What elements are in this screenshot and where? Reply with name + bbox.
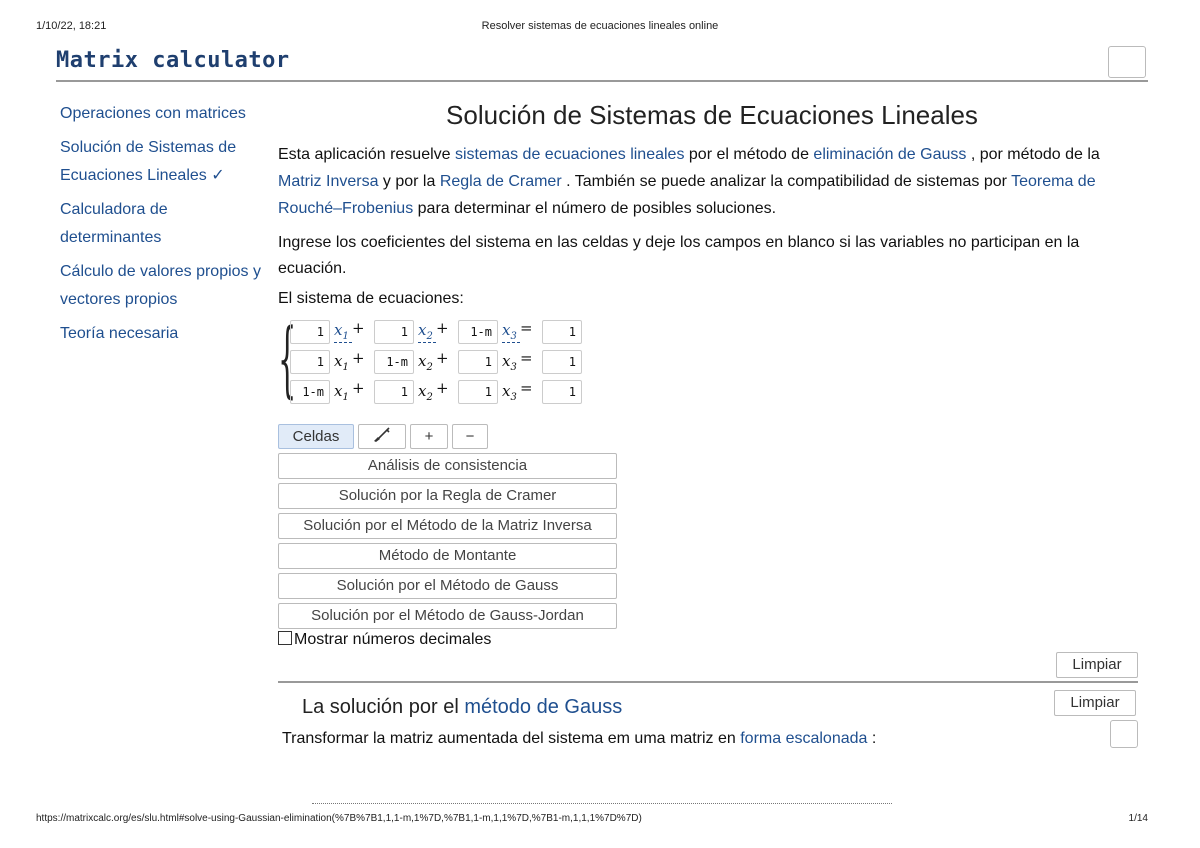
intro-text: y por la xyxy=(378,173,440,190)
var-letter: x xyxy=(334,321,343,339)
inverse-matrix-button[interactable]: Solución por el Método de la Matriz Inversa xyxy=(278,513,617,539)
var-x1 xyxy=(334,352,352,373)
sidebar-item-matrix-operations[interactable]: Operaciones con matrices xyxy=(60,105,246,122)
solution-title xyxy=(302,696,622,719)
add-size-button[interactable]: + xyxy=(410,424,448,449)
cramer-button[interactable]: Solución por la Regla de Cramer xyxy=(278,483,617,509)
left-brace: { xyxy=(278,312,297,407)
var-sub: 3 xyxy=(510,361,517,373)
var-letter: x xyxy=(502,321,511,339)
coef-cell[interactable]: 1-m xyxy=(458,320,498,344)
decimals-label[interactable]: Mostrar números decimales xyxy=(294,631,492,648)
header-divider xyxy=(56,80,1148,82)
var-x3 xyxy=(502,352,520,373)
intro-text: , por método de la xyxy=(966,146,1100,163)
var-letter: x xyxy=(502,381,511,400)
equation-row-3 xyxy=(290,378,582,406)
intro-text: . También se puede analizar la compatibilidad de sistemas por xyxy=(561,173,1012,190)
brush-icon xyxy=(371,426,393,448)
link-rouche-frobenius[interactable]: Teorema de Rouché–Frobenius xyxy=(278,173,1096,217)
coef-cell[interactable]: 1 xyxy=(374,320,414,344)
coef-cell[interactable]: 1 xyxy=(458,380,498,404)
equals-sign: = xyxy=(520,349,533,367)
var-x2 xyxy=(418,352,436,373)
clear-button[interactable]: Limpiar xyxy=(1056,652,1138,678)
coef-cell[interactable]: 1 xyxy=(290,320,330,344)
consistency-analysis-button[interactable]: Análisis de consistencia xyxy=(278,453,617,479)
equation-system xyxy=(278,312,1138,412)
decimals-checkbox[interactable] xyxy=(278,631,292,645)
var-sub: 1 xyxy=(342,361,349,373)
var-x1-link[interactable] xyxy=(334,321,352,343)
var-x2 xyxy=(418,382,436,403)
equals-sign: = xyxy=(520,379,533,397)
var-letter: x xyxy=(334,381,343,400)
instructions-paragraph: Ingrese los coeficientes del sistema en las celdas y deje los campos en blanco si las variables no participan en la ecuación. xyxy=(278,234,1080,277)
link-cramer-rule[interactable]: Regla de Cramer xyxy=(439,173,562,190)
main-content xyxy=(278,100,1138,657)
intro-paragraph xyxy=(278,141,1138,222)
rhs-cell[interactable]: 1 xyxy=(542,380,582,404)
cells-button[interactable]: Celdas xyxy=(278,424,354,449)
plus-sign: + xyxy=(436,349,449,367)
coef-cell[interactable]: 1-m xyxy=(290,380,330,404)
decimals-row xyxy=(278,631,1138,657)
montante-button[interactable]: Método de Montante xyxy=(278,543,617,569)
site-logo[interactable]: Matrix calculator xyxy=(56,48,290,73)
sidebar-item-linear-systems[interactable]: Solución de Sistemas de Ecuaciones Lineales ✓ xyxy=(60,139,237,184)
link-linear-systems[interactable]: sistemas de ecuaciones lineales xyxy=(454,146,685,163)
solution-divider xyxy=(278,681,1138,683)
rhs-cell[interactable]: 1 xyxy=(542,320,582,344)
var-sub: 1 xyxy=(342,391,349,403)
print-date: 1/10/22, 18:21 xyxy=(36,20,107,32)
plus-sign: + xyxy=(436,319,449,337)
page-cut-edge xyxy=(312,803,892,807)
coef-cell[interactable]: 1-m xyxy=(374,350,414,374)
solution-text-part: Transformar la matriz aumentada del sistema em uma matriz en xyxy=(282,730,741,747)
var-sub: 2 xyxy=(426,391,433,403)
intro-text: por el método de xyxy=(684,146,814,163)
var-x2-link[interactable] xyxy=(418,321,436,343)
plus-sign: + xyxy=(352,379,365,397)
var-x3-link[interactable] xyxy=(502,321,520,343)
var-letter: x xyxy=(502,351,511,370)
print-title: Resolver sistemas de ecuaciones lineales online xyxy=(481,20,719,32)
var-x1 xyxy=(334,382,352,403)
solution-options-box[interactable] xyxy=(1110,720,1138,748)
var-sub: 2 xyxy=(426,331,433,342)
var-letter: x xyxy=(418,321,427,339)
solution-title-text: La solución por el xyxy=(302,696,465,718)
var-sub: 3 xyxy=(510,391,517,403)
system-label: El sistema de ecuaciones: xyxy=(278,290,464,307)
plus-sign: + xyxy=(436,379,449,397)
cell-toolbar xyxy=(278,424,1138,449)
var-letter: x xyxy=(334,351,343,370)
sidebar-nav xyxy=(60,100,270,354)
var-sub: 2 xyxy=(426,361,433,373)
coef-cell[interactable]: 1 xyxy=(290,350,330,374)
gauss-jordan-button[interactable]: Solución por el Método de Gauss-Jordan xyxy=(278,603,617,629)
var-x3 xyxy=(502,382,520,403)
link-inverse-matrix[interactable]: Matriz Inversa xyxy=(278,173,379,190)
plus-sign: + xyxy=(352,319,365,337)
sidebar-item-determinants[interactable]: Calculadora de determinantes xyxy=(60,201,168,246)
var-sub: 3 xyxy=(510,331,517,342)
intro-text: para determinar el número de posibles soluciones. xyxy=(413,200,777,217)
method-buttons xyxy=(278,453,617,629)
solution-text-part: : xyxy=(867,730,877,747)
gauss-button[interactable]: Solución por el Método de Gauss xyxy=(278,573,617,599)
clean-brush-button[interactable] xyxy=(358,424,406,449)
rhs-cell[interactable]: 1 xyxy=(542,350,582,374)
remove-size-button[interactable]: − xyxy=(452,424,488,449)
clear-solution-button[interactable]: Limpiar xyxy=(1054,690,1136,716)
var-sub: 1 xyxy=(342,331,349,342)
page-title: Solución de Sistemas de Ecuaciones Lineales xyxy=(446,100,978,130)
print-url: https://matrixcalc.org/es/slu.html#solve-using-Gaussian-elimination(%7B%7B1,1,1-m,1%7D,%7B1,1-m,1,1%7D,%7B1-m,1,1,1%7D%7D) xyxy=(36,813,642,824)
print-header xyxy=(36,20,1164,34)
solution-text xyxy=(282,730,876,748)
equals-sign: = xyxy=(520,319,533,337)
link-gauss-elimination[interactable]: eliminación de Gauss xyxy=(813,146,967,163)
equation-row-2 xyxy=(290,348,582,376)
sidebar-item-eigenvalues[interactable]: Cálculo de valores propios y vectores propios xyxy=(60,263,261,308)
intro-text: Esta aplicación resuelve xyxy=(278,146,455,163)
menu-toggle-box[interactable] xyxy=(1108,46,1146,78)
coef-cell[interactable]: 1 xyxy=(458,350,498,374)
sidebar-item-theory[interactable]: Teoría necesaria xyxy=(60,325,179,342)
print-page-number: 1/14 xyxy=(1128,813,1148,824)
var-letter: x xyxy=(418,381,427,400)
echelon-form-link[interactable]: forma escalonada xyxy=(740,730,868,747)
gauss-method-link[interactable]: método de Gauss xyxy=(464,696,623,718)
var-letter: x xyxy=(418,351,427,370)
plus-sign: + xyxy=(352,349,365,367)
equation-row-1 xyxy=(290,318,582,346)
coef-cell[interactable]: 1 xyxy=(374,380,414,404)
